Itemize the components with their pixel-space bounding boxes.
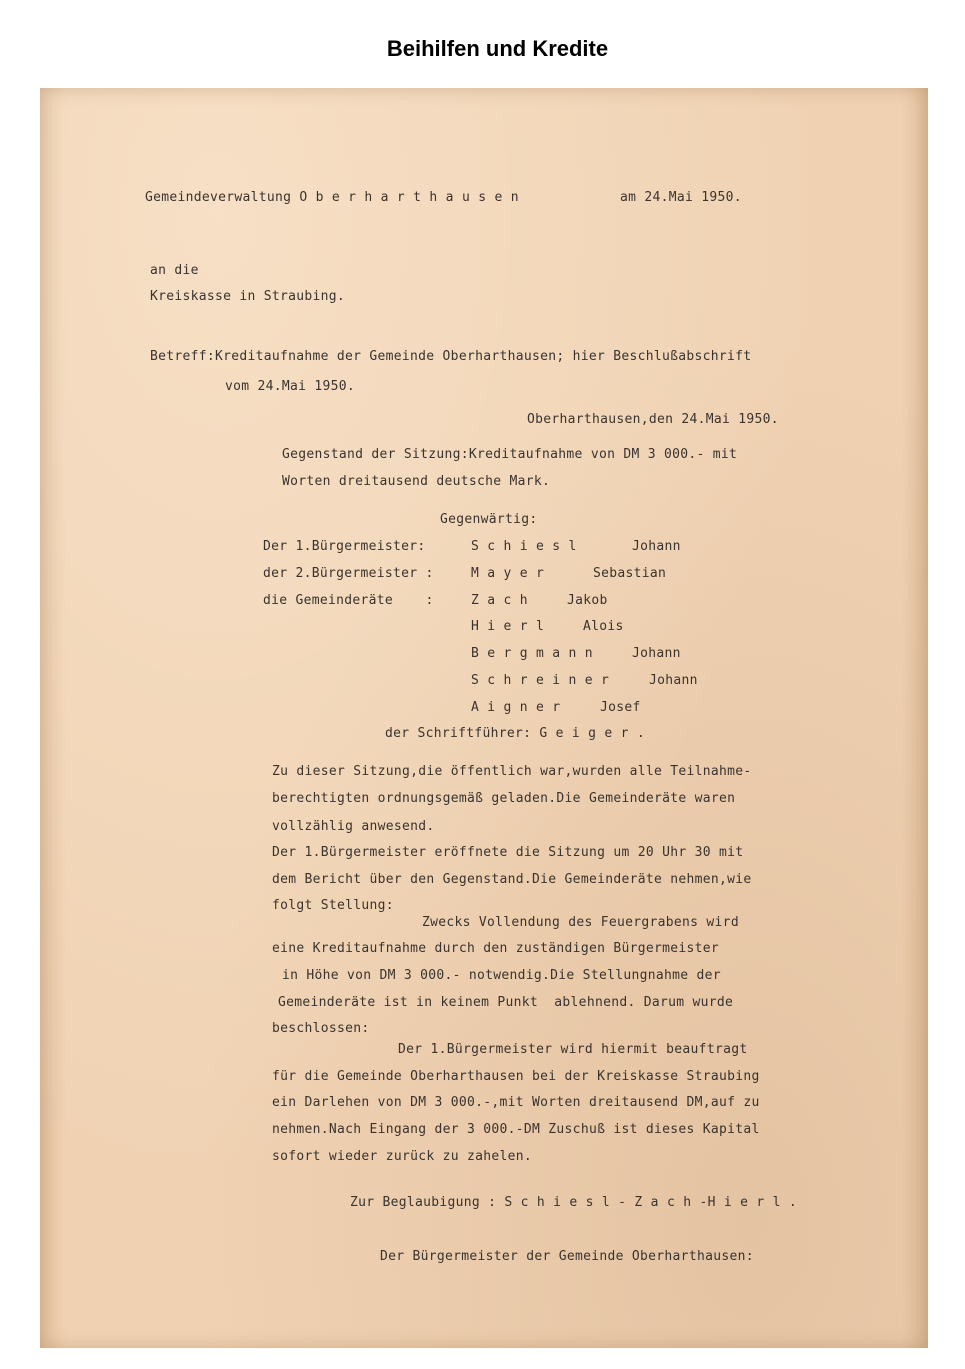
body-line: Der 1.Bürgermeister eröffnete die Sitzung um 20 Uhr 30 mit — [272, 845, 744, 860]
agenda-line-2: Worten dreitausend deutsche Mark. — [282, 474, 551, 489]
body-line: ein Darlehen von DM 3 000.-,mit Worten dreitausend DM,auf zu — [272, 1095, 760, 1110]
agenda-line-1: Gegenstand der Sitzung:Kreditaufnahme von DM 3 000.- mit — [282, 447, 738, 462]
attendee-firstname: Johann — [632, 539, 681, 554]
body-line: dem Bericht über den Gegenstand.Die Gemeinderäte nehmen,wie — [272, 872, 752, 887]
attendee-surname: Z a c h — [471, 593, 528, 608]
present-heading: Gegenwärtig: — [440, 512, 538, 527]
attendee-surname: S c h i e s l — [471, 539, 577, 554]
body-line: eine Kreditaufnahme durch den zuständigen Bürgermeister — [272, 941, 719, 956]
certification-line: Zur Beglaubigung : S c h i e s l - Z a c h -H i e r l . — [350, 1195, 797, 1210]
attendee-role: der 2.Bürgermeister : — [263, 566, 434, 581]
body-line: Gemeinderäte ist in keinem Punkt ablehnend. Darum wurde — [278, 995, 734, 1010]
attendee-firstname: Johann — [649, 673, 698, 688]
attendee-firstname: Alois — [583, 619, 624, 634]
attendee-role: die Gemeinderäte : — [263, 593, 434, 608]
page-title: Beihilfen und Kredite — [386, 36, 609, 61]
subject-line-2: vom 24.Mai 1950. — [225, 379, 356, 394]
subject-line-1: Betreff:Kreditaufnahme der Gemeinde Oberharthausen; hier Beschlußabschrift — [150, 349, 752, 364]
signature-line: Der Bürgermeister der Gemeinde Oberharthausen: — [380, 1249, 754, 1264]
body-line: sofort wieder zurück zu zahelen. — [272, 1149, 533, 1164]
attendee-surname: M a y e r — [471, 566, 545, 581]
body-line: berechtigten ordnungsgemäß geladen.Die Gemeinderäte waren — [272, 791, 736, 806]
body-line: folgt Stellung: — [272, 898, 394, 913]
attendee-firstname: Josef — [600, 700, 641, 715]
recorder-line: der Schriftführer: G e i g e r . — [385, 726, 646, 741]
attendee-role: Der 1.Bürgermeister: — [263, 539, 426, 554]
attendee-firstname: Sebastian — [593, 566, 667, 581]
body-line: Der 1.Bürgermeister wird hiermit beauftragt — [398, 1042, 748, 1057]
body-line: Zwecks Vollendung des Feuergrabens wird — [422, 915, 739, 930]
recipient-line-2: Kreiskasse in Straubing. — [150, 289, 346, 304]
body-line: nehmen.Nach Eingang der 3 000.-DM Zuschuß ist dieses Kapital — [272, 1122, 760, 1137]
body-line: in Höhe von DM 3 000.- notwendig.Die Stellungnahme der — [282, 968, 721, 983]
letter-date: am 24.Mai 1950. — [620, 190, 742, 205]
sender-line: Gemeindeverwaltung O b e r h a r t h a u s e n — [145, 190, 519, 205]
body-line: beschlossen: — [272, 1021, 370, 1036]
body-line: für die Gemeinde Oberharthausen bei der Kreiskasse Straubing — [272, 1069, 760, 1084]
body-line: vollzählig anwesend. — [272, 819, 435, 834]
attendee-surname: H i e r l — [471, 619, 545, 634]
typewritten-letter — [40, 88, 928, 1348]
place-date: Oberharthausen,den 24.Mai 1950. — [527, 412, 779, 427]
attendee-surname: S c h r e i n e r — [471, 673, 610, 688]
attendee-surname: B e r g m a n n — [471, 646, 593, 661]
recipient-line-1: an die — [150, 263, 199, 278]
attendee-surname: A i g n e r — [471, 700, 561, 715]
attendee-firstname: Jakob — [567, 593, 608, 608]
attendee-firstname: Johann — [632, 646, 681, 661]
body-line: Zu dieser Sitzung,die öffentlich war,wurden alle Teilnahme- — [272, 764, 752, 779]
